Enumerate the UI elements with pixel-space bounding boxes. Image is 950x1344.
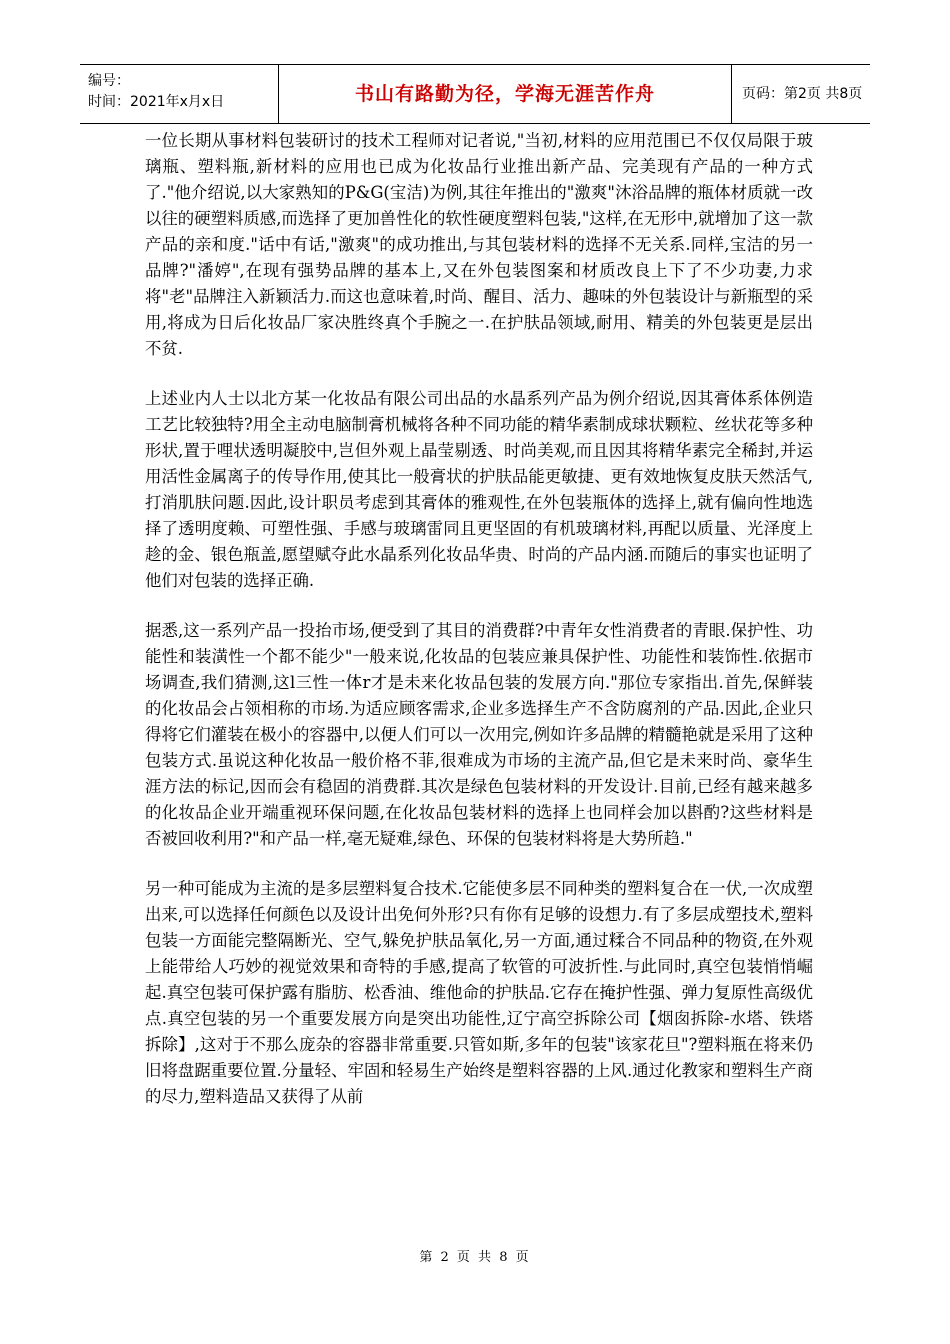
body-paragraph-1: 一位长期从事材料包装研讨的技术工程师对记者说,"当初,材料的应用范围已不仅仅局限于玻璃瓶、塑料瓶,新材料的应用也已成为化妆品行业推出新产品、完美现有产品的一种方式了."他介绍说,以大家熟知的P&G(宝洁)为例,其往年推出的"激爽"沐浴品牌的瓶体材质就一改以往的硬塑料质感,而选择了更加兽性化的软性硬度塑料包装,"这样,在无形中,就增加了这一款产品的亲和度."话中有话,"激爽"的成功推出,与其包装材料的选择不无关系.同样,宝洁的另一品牌?"潘婷",在现有强势品牌的基本上,又在外包装图案和材质改良上下了不少功妻,力求将"老"品牌注入新颖活力.而这也意味着,时尚、醒目、活力、趣味的外包装设计与新瓶型的采用,将成为日后化妆品厂家决胜终真个手腕之一.在护肤品领域,耐用、精美的外包装更是层出不贫.: [145, 131, 813, 358]
document-number-label: 编号：: [88, 73, 130, 89]
document-body: [145, 128, 813, 1134]
document-time-label: 时间：2021年x月x日: [88, 94, 225, 110]
header-page-number: 页码：第2页 共8页: [742, 86, 863, 102]
body-paragraph-2: 上述业内人士以北方某一化妆品有限公司出品的水晶系列产品为例介绍说,因其膏体系体例造工艺比较独特?用全主动电脑制膏机械将各种不同功能的精华素制成球状颗粒、丝状花等多种形状,置于哩状透明凝胶中,岂但外观上晶莹剔透、时尚美观,而且因其将精华素完全稀封,并运用活性金属离子的传导作用,使其比一般膏状的护肤品能更敏捷、更有效地恢复皮肤天然活气,打消肌肤问题.因此,设计职员考虑到其膏体的雅观性,在外包装瓶体的选择上,就有偏向性地选择了透明度赖、可塑性强、手感与玻璃雷同且更坚固的有机玻璃材料,再配以质量、光泽度上趁的金、银色瓶盖,愿望赋夺此水晶系列化妆品华贵、时尚的产品内涵.而随后的事实也证明了他们对包装的选择正确.: [145, 389, 813, 590]
body-paragraph-3: 据悉,这一系列产品一投抬市场,便受到了其目的消费群?中青年女性消费者的青眼.保护性、功能性和装潢性一个都不能少"一般来说,化妆品的包装应兼具保护性、功能性和装饰性.依据市场调查,我们猜测,这l三性一体r才是未来化妆品包装的发展方向."那位专家指出.首先,保鲜装的化妆品会占领相称的市场.为适应顾客需求,企业多选择生产不含防腐剂的产品.因此,企业只得将它们灌装在极小的容器中,以便人们可以一次用完,例如许多品牌的精髓艳就是采用了这种包装方式.虽说这种化妆品一般价格不菲,很难成为市场的主流产品,但它是未来时尚、豪华生涯方法的标记,因而会有稳固的消费群.其次是绿色包装材料的开发设计.目前,已经有越来越多的化妆品企业开端重视环保问题,在化妆品包装材料的选择上也同样会加以斟酌?这些材料是否被回收利用?"和产品一样,毫无疑难,绿色、环保的包装材料将是大势所趋.": [145, 621, 813, 848]
header-meta-cell: [80, 65, 279, 123]
header-motto: 书山有路勤为径，学海无涯苦作舟: [279, 65, 732, 123]
body-paragraph-4: 另一种可能成为主流的是多层塑料复合技术.它能使多层不同种类的塑料复合在一伏,一次成塑出来,可以选择任何颜色以及设计出免何外形?只有你有足够的设想力.有了多层成塑技术,塑料包装一方面能完整隔断光、空气,躲免护肤品氧化,另一方面,通过糅合不同品种的物资,在外观上能带给人巧妙的视觉效果和奇特的手感,提高了软管的可波折性.与此同时,真空包装悄悄崛起.真空包装可保护露有脂肪、松香油、维他命的护肤品.它存在掩护性强、弹力复原性高级优点.真空包装的另一个重要发展方向是突出功能性,辽宁高空拆除公司【烟囱拆除-水塔、铁塔拆除】,这对于不那么庞杂的容器非常重要.只管如斯,多年的包装"该家花旦"?塑料瓶在将来仍旧将盘踞重要位置.分量轻、牢固和轻易生产始终是塑料容器的上风.通过化教家和塑料生产商的尽力,塑料造品又获得了从前: [145, 879, 813, 1106]
page-footer: 第 2 页 共 8 页: [419, 1250, 531, 1265]
page-header: [80, 64, 870, 124]
